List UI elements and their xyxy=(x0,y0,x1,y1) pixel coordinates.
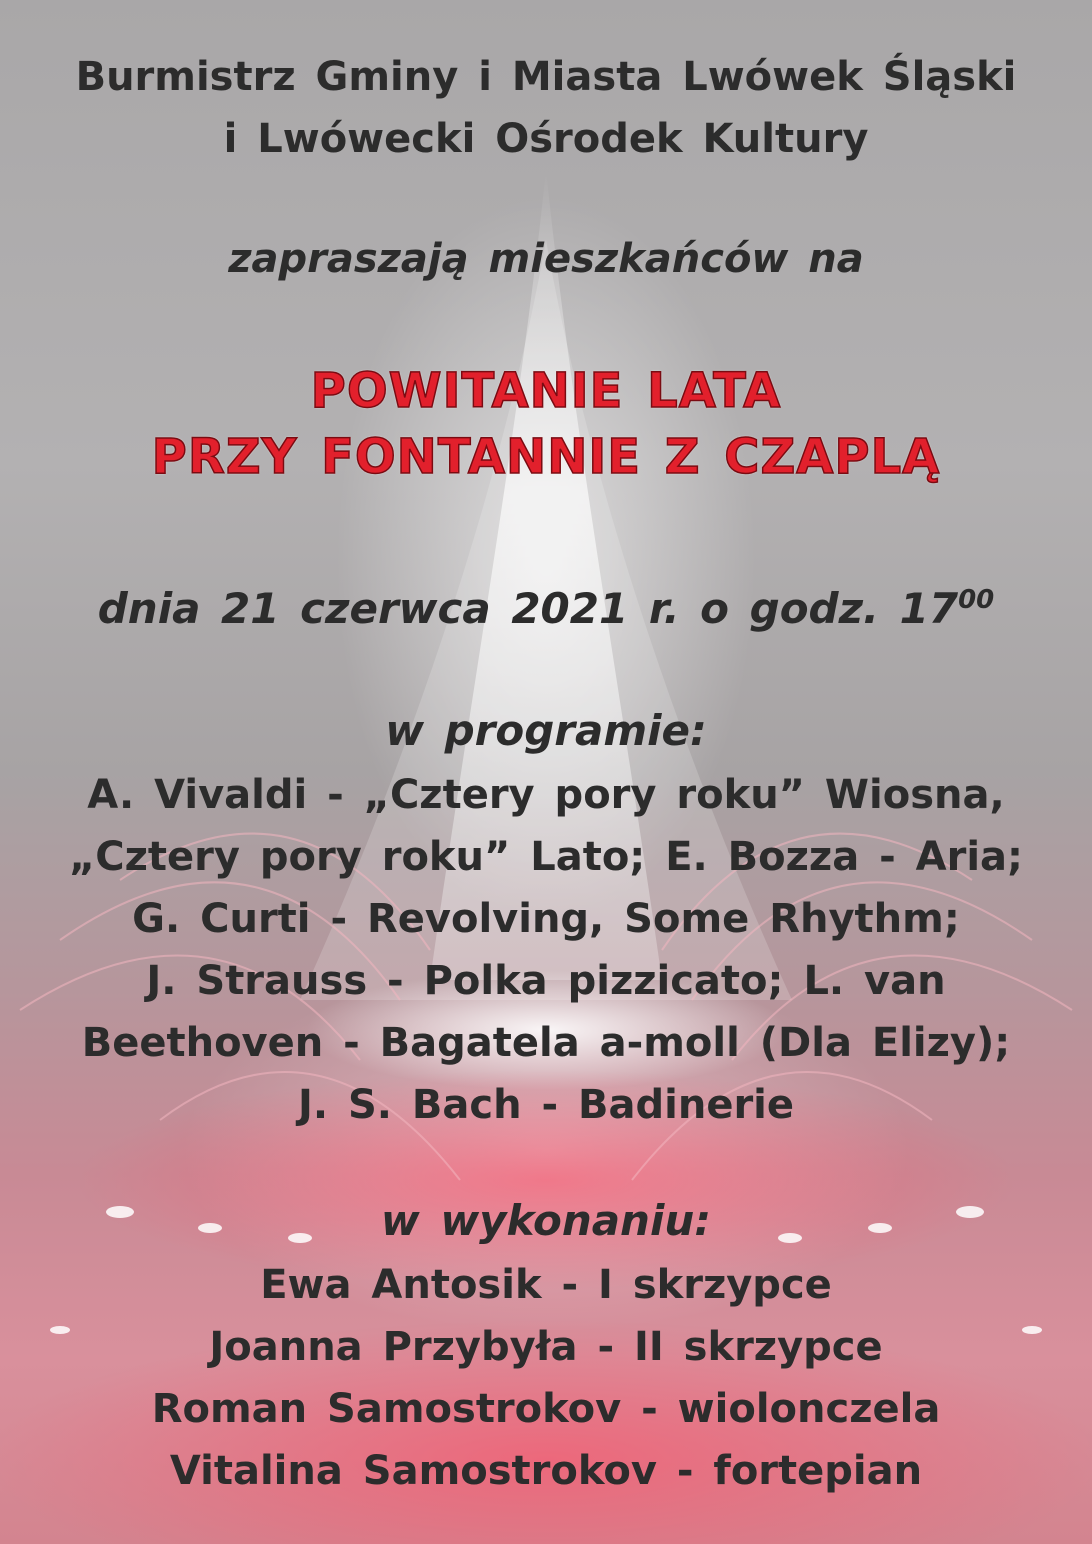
event-date-minutes: 00 xyxy=(958,585,995,615)
program-line: J. Strauss - Polka pizzicato; L. van xyxy=(146,958,946,1004)
program-line: A. Vivaldi - „Cztery pory roku” Wiosna, xyxy=(87,772,1005,818)
performers-heading: w wykonaniu: xyxy=(380,1196,712,1245)
event-title-line-1: POWITANIE LATA xyxy=(310,363,782,419)
program-heading: w programie: xyxy=(385,706,707,755)
program-line: „Cztery pory roku” Lato; E. Bozza - Aria; xyxy=(68,834,1024,880)
performer-line: Joanna Przybyła - II skrzypce xyxy=(209,1324,883,1370)
organizers xyxy=(20,46,1072,170)
event-date-text: dnia 21 czerwca 2021 r. o godz. 17 xyxy=(97,584,959,633)
invitation-text: zapraszają mieszkańców na xyxy=(228,236,864,282)
performer-line: Vitalina Samostrokov - fortepian xyxy=(169,1448,923,1494)
event-title-line-2: PRZY FONTANNIE Z CZAPLĄ xyxy=(151,429,941,485)
performers-list xyxy=(20,1254,1072,1502)
organizer-line-2: i Lwówecki Ośrodek Kultury xyxy=(223,116,869,162)
program-list xyxy=(20,764,1072,1136)
event-date xyxy=(20,584,1072,633)
organizer-line-1: Burmistrz Gminy i Miasta Lwówek Śląski xyxy=(75,54,1017,100)
performer-line: Ewa Antosik - I skrzypce xyxy=(260,1262,832,1308)
program-line: J. S. Bach - Badinerie xyxy=(297,1082,795,1128)
event-title xyxy=(20,358,1072,490)
performer-line: Roman Samostrokov - wiolonczela xyxy=(151,1386,941,1432)
program-line: G. Curti - Revolving, Some Rhythm; xyxy=(132,896,960,942)
program-line: Beethoven - Bagatela a-moll (Dla Elizy); xyxy=(81,1020,1011,1066)
